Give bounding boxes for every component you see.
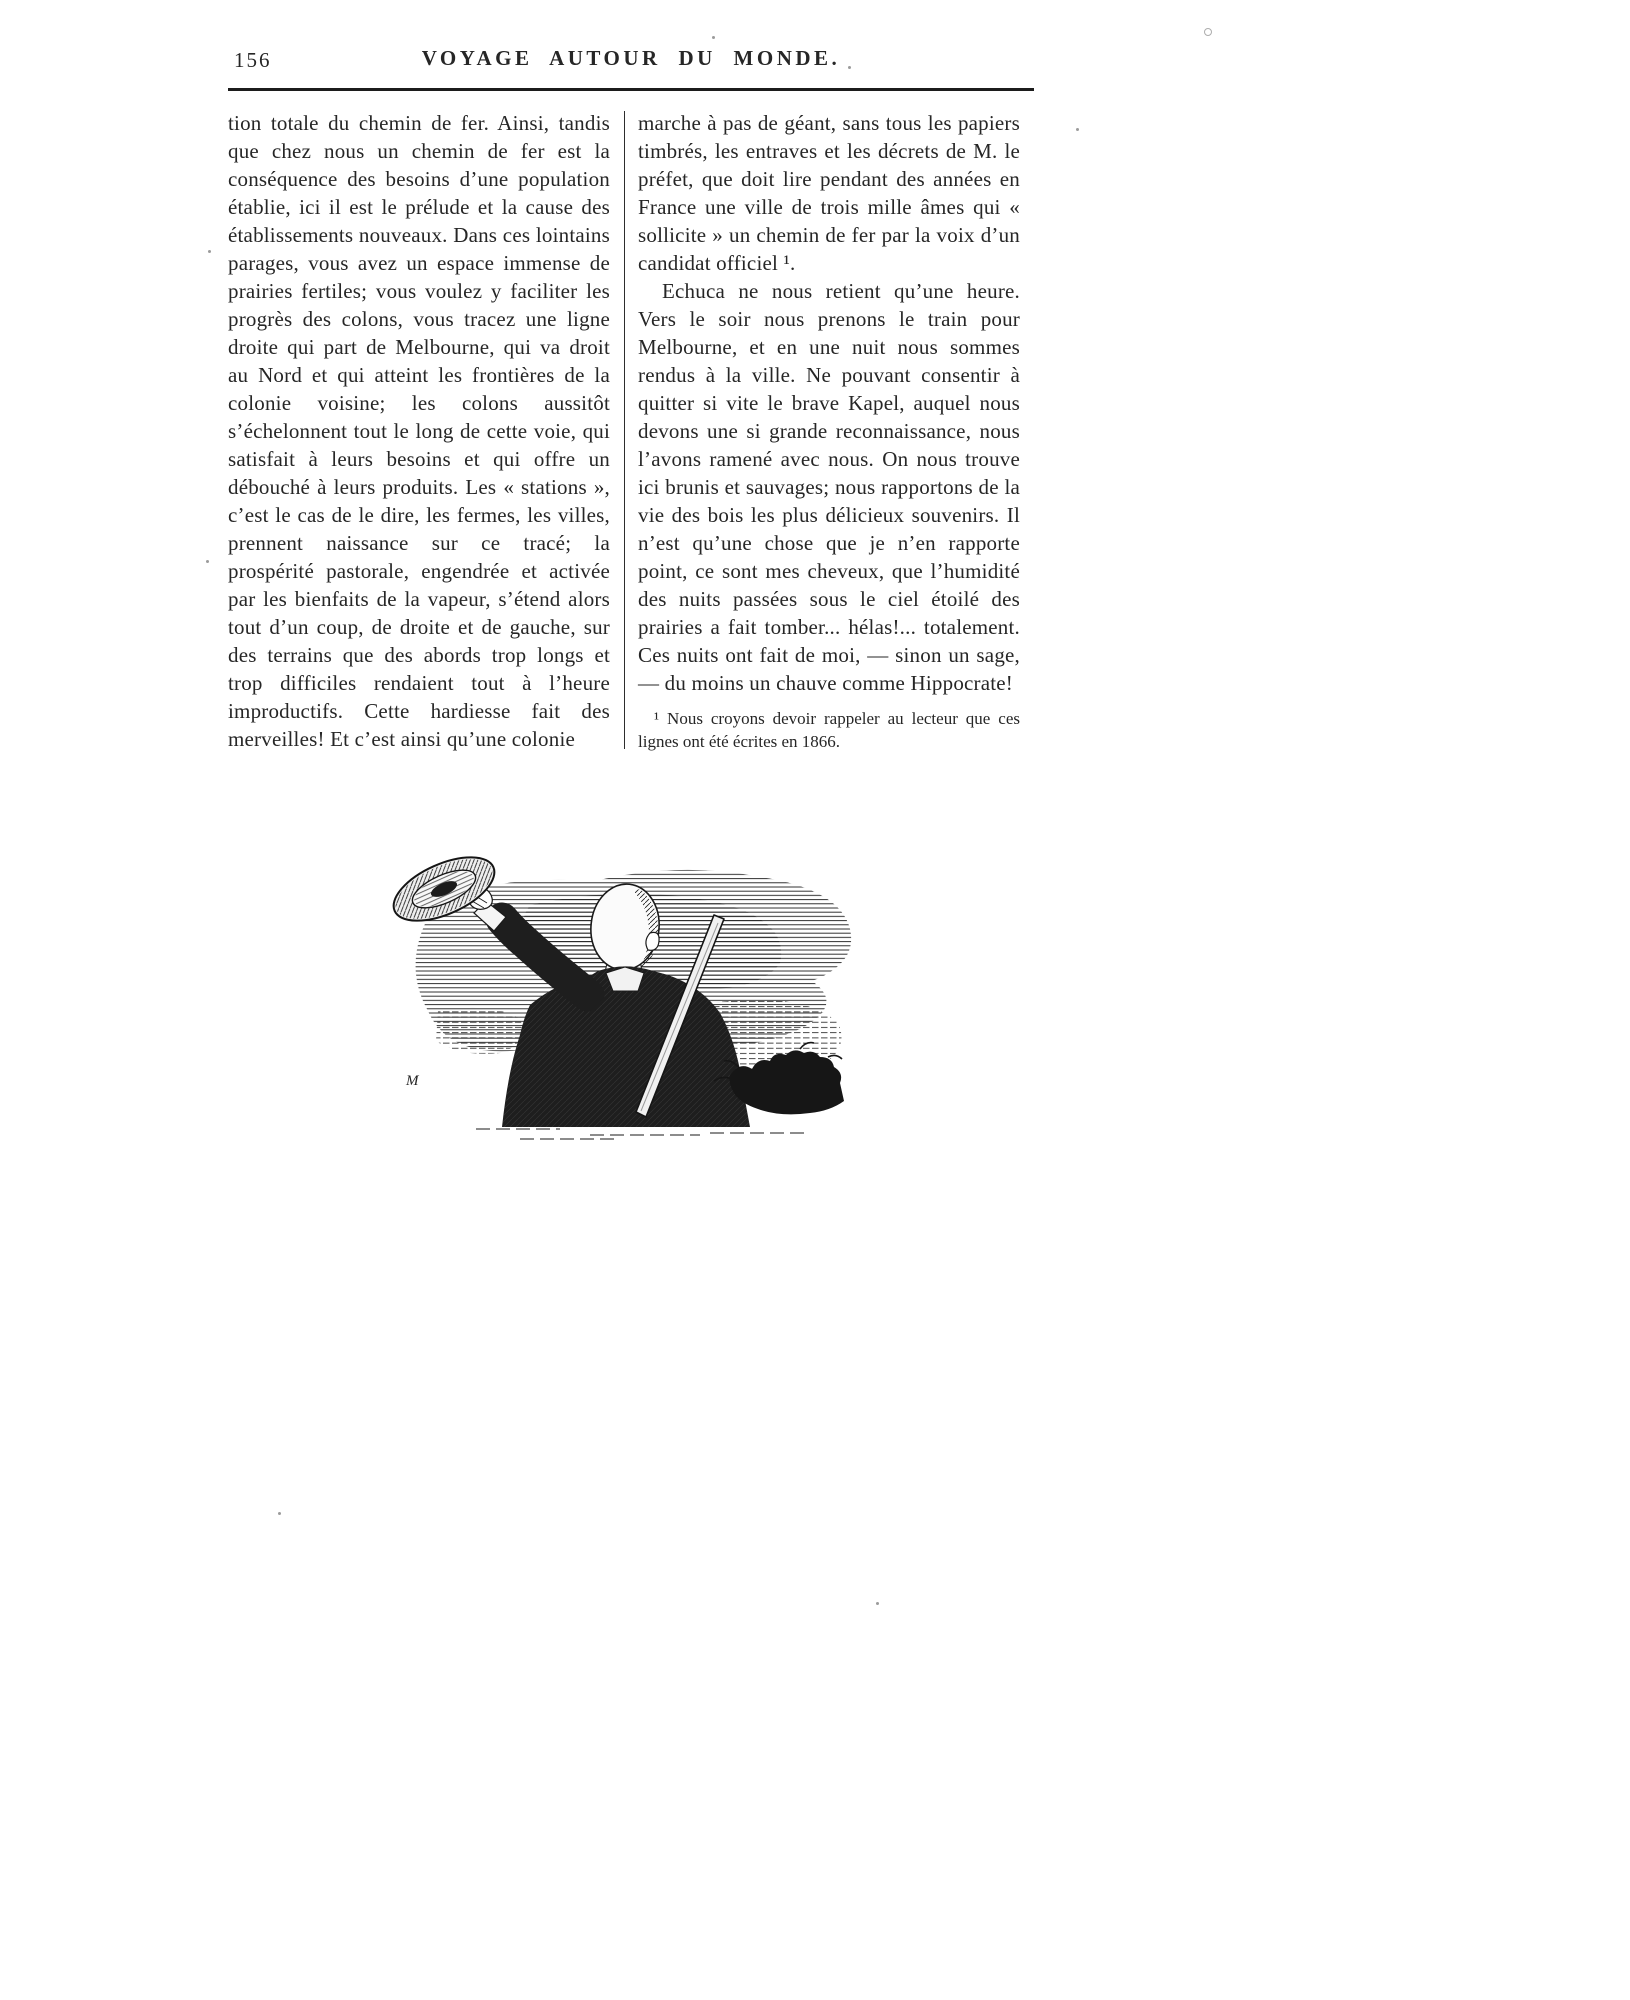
scan-speck — [1076, 128, 1079, 131]
footnote: ¹ Nous croyons devoir rappeler au lecteur que ces lignes ont été écrites en 1866. — [638, 709, 1020, 751]
right-column — [638, 109, 1020, 753]
scan-speck — [848, 66, 851, 69]
paragraph-left-continuation: tion totale du chemin de fer. Ainsi, tandis que chez nous un chemin de fer est la conséquence des besoins d’une population établie, ici il est le prélude et la cause des établissements nouveaux. Dans ces lointains parages, vous avez un espace immense de prairies fertiles; vous voulez y faciliter les progrès des colons, vous tracez une ligne droite qui part de Melbourne, qui va droit au Nord et qui atteint les frontières de la colonie voisine; les colons aussitôt s’échelonnent tout le long de cette voie, qui satisfait à leurs besoins et qui offre un débouché à leurs produits. Les « stations », c’est le cas de le dire, les fermes, les villes, prennent naissance sur ce tracé; la prospérité pastorale, engendrée et activée par les bienfaits de la vapeur, s’étend alors tout d’un coup, de droite et de gauche, sur des terrains que des abords trop longs et trop difficiles rendaient tout à l’heure improductifs. Cette hardiesse fait des merveilles! Et c’est ainsi qu’une colonie — [228, 111, 610, 751]
scan-speck — [876, 1602, 879, 1605]
left-column — [228, 109, 610, 753]
page-number: 156 — [234, 48, 272, 72]
scan-speck — [208, 250, 211, 253]
paragraph-right-continuation: marche à pas de géant, sans tous les papiers timbrés, les entraves et les décrets de M. le préfet, que doit lire pendant des années en France une ville de trois mille âmes qui « sollicite » un chemin de fer par la voix d’un candidat officiel ¹. — [638, 111, 1020, 275]
scan-speck — [206, 560, 209, 563]
scan-speck — [278, 1512, 281, 1515]
scan-speck — [712, 36, 715, 39]
text-columns — [228, 109, 1034, 753]
engraving-man-tipping-hat — [380, 843, 880, 1143]
header-rule — [228, 88, 1034, 91]
engraver-monogram: M — [406, 1073, 419, 1089]
column-divider — [624, 111, 625, 749]
scan-speck — [1204, 28, 1212, 36]
engraving-illustration — [380, 843, 880, 1143]
page-header — [228, 44, 1034, 80]
paragraph-echuca: Echuca ne nous retient qu’une heure. Vers le soir nous prenons le train pour Melbourne, et en une nuit nous sommes rendus à la ville. Ne pouvant consentir à quitter si vite le brave Kapel, auquel nous devons une si grande reconnaissance, nous l’avons ramené avec nous. On nous trouve ici brunis et sauvages; nous rapportons de la vie des bois les plus délicieux souvenirs. Il n’est qu’une chose que je n’en rapporte point, ce sont mes cheveux, que l’humidité des nuits passées sous le ciel étoilé des prairies a fait tomber... hélas!... totalement. Ces nuits ont fait de moi, — sinon un sage, — du moins un chauve comme Hippocrate! — [638, 279, 1020, 695]
running-title: VOYAGE AUTOUR DU MONDE. — [421, 46, 841, 70]
book-page — [228, 44, 1034, 1143]
